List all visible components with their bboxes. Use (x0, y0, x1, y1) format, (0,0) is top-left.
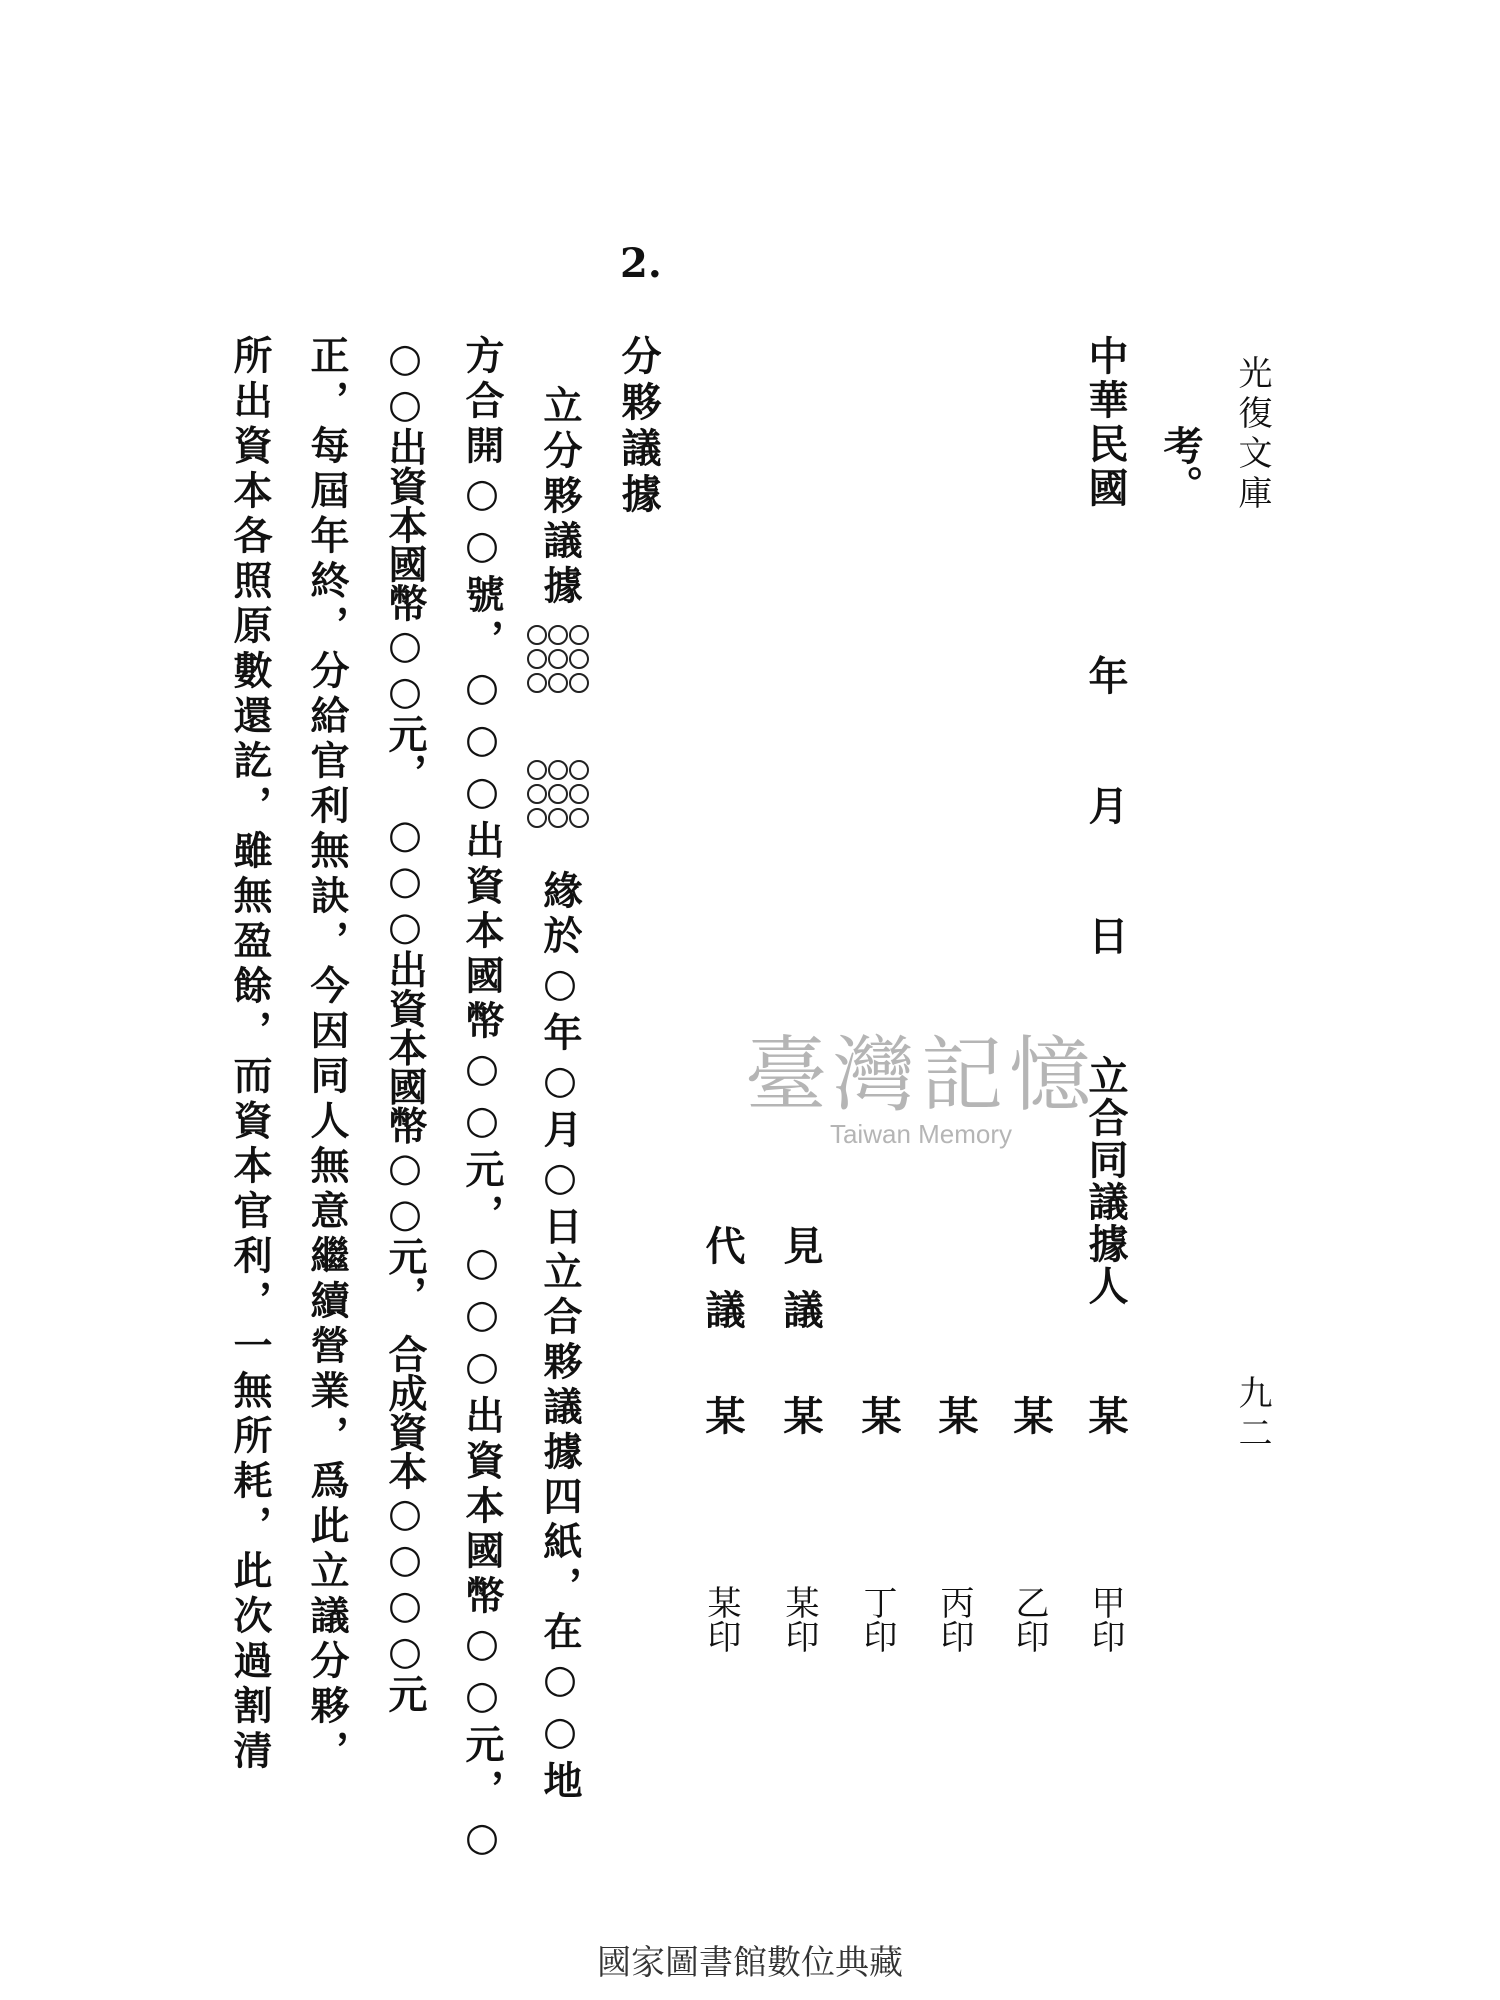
seal-2: 乙印 (1009, 1585, 1049, 1653)
body-column-5: 所出資本各照原數還訖，雖無盈餘，而資本官利，一無所耗，此次過割清 (227, 335, 273, 1775)
seal-3: 丙印 (934, 1585, 974, 1653)
signer-title: 立合同議據人 (1082, 1055, 1129, 1307)
witness-role: 見議 (777, 1225, 824, 1353)
date-day: 日 (1082, 915, 1129, 955)
date-year: 年 (1082, 655, 1129, 695)
signer-name-4: 某 (855, 1395, 902, 1435)
section-number: 2. (620, 240, 662, 287)
seal-4: 丁印 (857, 1585, 897, 1653)
party-placeholder-circles-top (527, 625, 589, 697)
signer-name-3: 某 (932, 1395, 979, 1435)
seal-5: 某印 (779, 1585, 819, 1653)
form-ending: 考。 (1157, 425, 1204, 505)
signer-name-6: 某 (699, 1395, 746, 1435)
book-title: 光復文庫 (1232, 355, 1272, 515)
body-column-3: ○○出資本國幣○○元， ○○○出資本國幣○○元， 合成資本○○○○元 (382, 335, 428, 1713)
signer-name-2: 某 (1007, 1395, 1054, 1435)
taiwan-memory-watermark (745, 1010, 1097, 1150)
signer-name-1: 某 (1082, 1395, 1129, 1435)
date-era: 中華民國 (1082, 335, 1129, 511)
body-column-1-part-b: 緣於○年○月○日立合夥議據四紙，在○○地 (537, 870, 583, 1805)
library-credit: 國家圖書館數位典藏 (597, 1943, 903, 1983)
signer-name-5: 某 (777, 1395, 824, 1435)
page-number: 九二 (1232, 1375, 1272, 1455)
seal-1: 甲印 (1085, 1585, 1125, 1653)
body-column-4: 正，每屆年終，分給官利無訣，今因同人無意繼續營業，爲此立議分夥， (304, 335, 350, 1775)
watermark-english: Taiwan Memory (829, 1119, 1013, 1149)
body-column-1-part-a: 立分夥議據 (537, 385, 583, 610)
seal-6: 某印 (701, 1585, 741, 1653)
section-title: 分夥議據 (615, 335, 662, 519)
party-placeholder-circles-bottom (527, 760, 589, 832)
date-month: 月 (1082, 785, 1129, 825)
agent-role: 代議 (699, 1225, 746, 1353)
body-column-2: 方合開○○號，○○○出資本國幣○○元，○○○出資本國幣○○元，○ (459, 335, 505, 1866)
watermark-chinese: 臺灣記憶 (745, 1028, 1098, 1123)
